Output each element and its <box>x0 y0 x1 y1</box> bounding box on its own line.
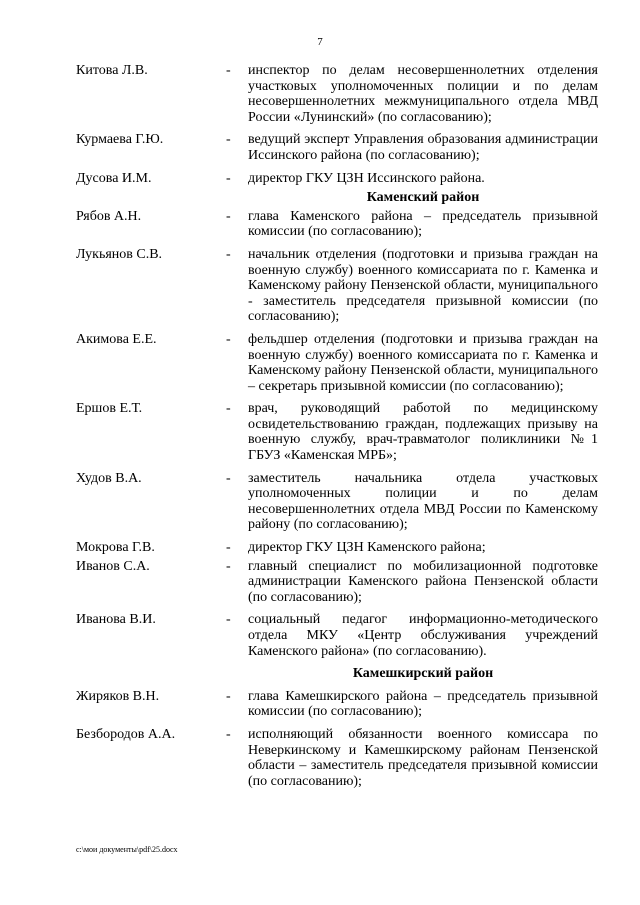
member-entry <box>76 727 598 789</box>
member-entry <box>76 612 598 659</box>
member-entry <box>76 471 598 533</box>
member-name: Лукьянов С.В. <box>76 246 163 262</box>
member-position: инспектор по делам несовершеннолетних отделения участковых уполномоченных полиции и по делам несовершеннолетних межмуниципального отдела МВД России «Лунинский» (по согласованию); <box>248 63 598 125</box>
member-entry <box>76 689 598 720</box>
member-position: исполняющий обязанности военного комиссара по Неверкинскому и Камешкирскому районам Пензенской области – заместитель председателя призывной комиссии (по согласованию); <box>248 726 598 789</box>
dash-separator: - <box>226 170 231 186</box>
member-name: Иванова В.И. <box>76 612 156 628</box>
member-name: Дусова И.М. <box>76 170 152 186</box>
dash-separator: - <box>226 331 231 347</box>
member-name: Мокрова Г.В. <box>76 540 155 556</box>
member-position: ведущий эксперт Управления образования администрации Иссинского района (по согласованию); <box>248 132 598 163</box>
dash-separator: - <box>226 540 231 556</box>
dash-separator: - <box>226 63 231 78</box>
member-name: Рябов А.Н. <box>76 208 142 224</box>
member-entry <box>76 63 598 125</box>
member-name: Худов В.А. <box>76 470 142 486</box>
dash-separator: - <box>226 612 231 628</box>
dash-separator: - <box>226 558 231 574</box>
member-entry <box>76 247 598 325</box>
member-position: глава Каменского района – председатель призывной комиссии (по согласованию); <box>248 208 598 240</box>
member-name: Ершов Е.Т. <box>76 401 143 417</box>
section-heading: Каменский район <box>366 190 480 206</box>
dash-separator: - <box>226 208 231 224</box>
member-position: врач, руководящий работой по медицинскому освидетельствованию граждан, подлежащих призыву на военную службу, врач-травматолог поликлиники №1 ГБУЗ «Каменская МРБ»; <box>248 401 598 464</box>
member-position: заместитель начальника отдела участковых уполномоченных полиции и по делам несовершеннолетних отдела МВД России по Каменскому району (по согласованию); <box>248 470 598 533</box>
dash-separator: - <box>226 688 231 704</box>
member-entry <box>76 132 598 163</box>
file-path-footer: c:\мои документы\pdf\25.docx <box>76 845 178 854</box>
member-entry <box>76 209 598 240</box>
member-entry <box>76 401 598 463</box>
member-position: фельдшер отделения (подготовки и призыва граждан на военную службу) военного комиссариата по г. Каменка и Каменскому району Пензенской области, муниципального – секретарь призывной комиссии (по согласованию); <box>248 331 598 394</box>
member-position: начальник отделения (подготовки и призыва граждан на военную службу) военного комиссариата по г. Каменка и Каменскому району Пензенской области, муниципального - заместитель председателя призывной комиссии (по согласованию); <box>248 246 598 325</box>
dash-separator: - <box>226 132 231 148</box>
member-position: главный специалист по мобилизационной подготовке администрации Каменского района Пензенской области (по согласованию); <box>248 558 598 605</box>
member-name: Иванов С.А. <box>76 558 150 574</box>
member-position: глава Камешкирского района – председатель призывной комиссии (по согласованию); <box>248 688 598 720</box>
member-name: Акимова Е.Е. <box>76 331 157 347</box>
member-position: директор ГКУ ЦЗН Каменского района; <box>248 540 486 556</box>
member-entry <box>76 171 598 187</box>
member-entry <box>76 540 598 556</box>
dash-separator: - <box>226 470 231 486</box>
member-entry <box>76 332 598 394</box>
member-name: Безбородов А.А. <box>76 726 176 742</box>
member-position: директор ГКУ ЦЗН Иссинского района. <box>248 170 485 186</box>
dash-separator: - <box>226 726 231 742</box>
member-name: Жиряков В.Н. <box>76 688 160 704</box>
member-entry <box>76 559 598 606</box>
dash-separator: - <box>226 401 231 417</box>
member-name: Китова Л.В. <box>76 63 148 78</box>
member-name: Курмаева Г.Ю. <box>76 132 164 148</box>
commission-list <box>76 63 598 789</box>
page-number: 7 <box>317 36 323 48</box>
section-heading: Камешкирский район <box>352 666 494 682</box>
member-position: социальный педагог информационно-методического отдела МКУ «Центр обслуживания учреждений Каменского района» (по согласованию). <box>248 612 598 659</box>
dash-separator: - <box>226 246 231 262</box>
